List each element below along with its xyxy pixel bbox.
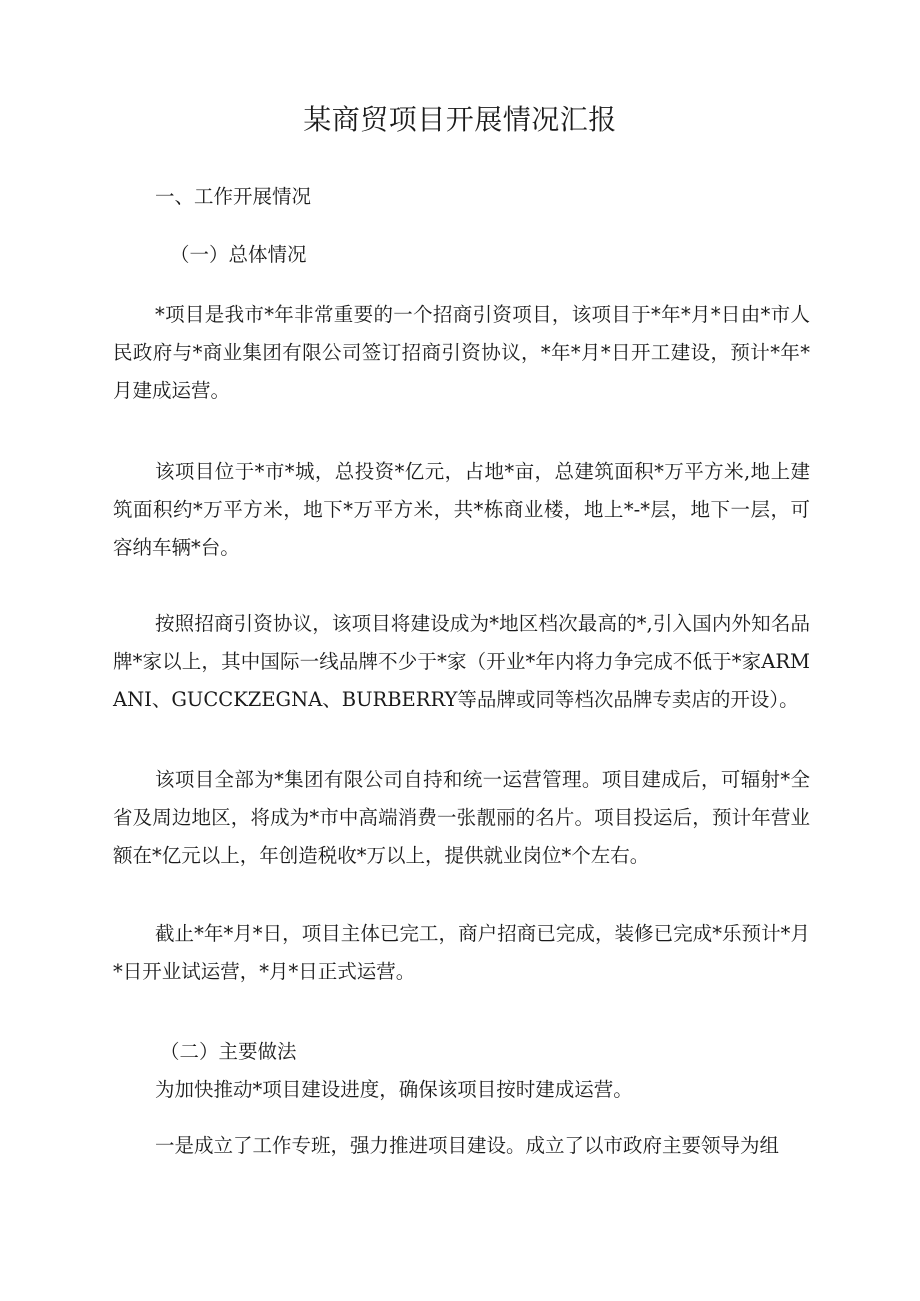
paragraph-operation-management: 该项目全部为*集团有限公司自持和统一运营管理。项目建成后，可辐射*全省及周边地区，将成为*市中高端消费一张靓丽的名片。项目投运后，预计年营业额在*亿元以上，年创造税收*万以上，提供就业岗位*个左右。	[113, 768, 810, 867]
document-title: 某商贸项目开展情况汇报	[303, 103, 617, 136]
paragraph-current-status: 截止*年*月*日，项目主体已完工，商户招商已完成，装修已完成*乐预计*月*日开业试运营，*月*日正式运营。	[113, 922, 810, 983]
paragraph-brand-agreement: 按照招商引资协议，该项目将建设成为*地区档次最高的*,引入国内外知名品牌*家以上，其中国际一线品牌不少于*家（开业*年内将力争完成不低于*家ARMANI、GUCCKZEGNA、BURBERRY等品牌或同等档次品牌专卖店的开设）。	[113, 612, 810, 711]
paragraph-practices-intro: 为加快推动*项目建设进度，确保该项目按时建成运营。	[155, 1078, 633, 1101]
subsection-heading-main-practices: （二）主要做法	[160, 1040, 297, 1063]
paragraph-project-intro: *项目是我市*年非常重要的一个招商引资项目，该项目于*年*月*日由*市人民政府与*商业集团有限公司签订招商引资协议，*年*月*日开工建设，预计*年*月建成运营。	[113, 303, 810, 402]
paragraph-project-location: 该项目位于*市*城，总投资*亿元，占地*亩，总建筑面积*万平方米,地上建筑面积约*万平方米，地下*万平方米，共*栋商业楼，地上*-*层，地下一层，可容纳车辆*台。	[113, 460, 810, 559]
paragraph-practice-one: 一是成立了工作专班，强力推进项目建设。成立了以市政府主要领导为组	[155, 1134, 780, 1157]
section-heading-work-progress: 一、工作开展情况	[155, 185, 312, 208]
subsection-heading-overview: （一）总体情况	[170, 243, 307, 266]
